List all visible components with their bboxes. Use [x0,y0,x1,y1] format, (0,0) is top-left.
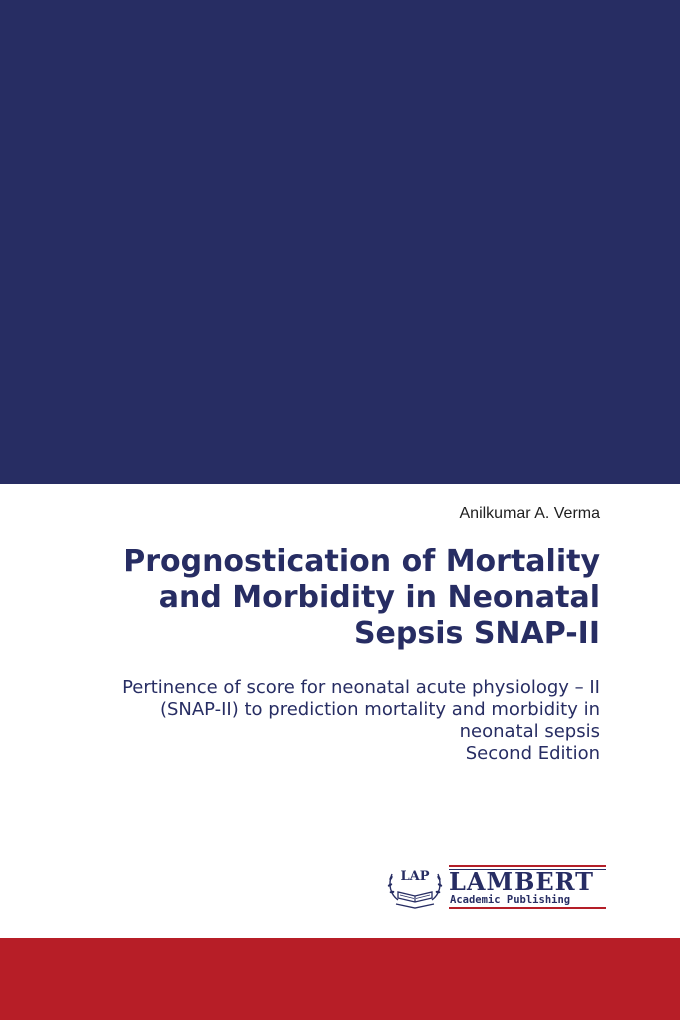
bottom-color-band [0,938,680,1020]
subtitle-line: Pertinence of score for neonatal acute physiology – II [122,677,600,698]
publisher-logo [386,860,608,912]
subtitle-line: (SNAP-II) to prediction mortality and morbidity in [159,699,600,720]
logo-rule [449,907,606,909]
title-line: and Morbidity in Neonatal [158,580,600,615]
title-line: Prognostication of Mortality [123,544,600,579]
publisher-name: LAMBERT [449,867,595,896]
emblem-text: LAP [400,869,430,884]
author-name: Anilkumar A. Verma [459,505,600,522]
publisher-tagline: Academic Publishing [450,894,571,906]
top-color-band [0,0,680,484]
edition-label: Second Edition [465,743,600,764]
open-book-laurel-icon [386,860,444,912]
book-title [40,544,600,652]
title-line: Sepsis SNAP-II [353,616,600,651]
book-subtitle [20,677,600,765]
subtitle-line: neonatal sepsis [459,721,600,742]
